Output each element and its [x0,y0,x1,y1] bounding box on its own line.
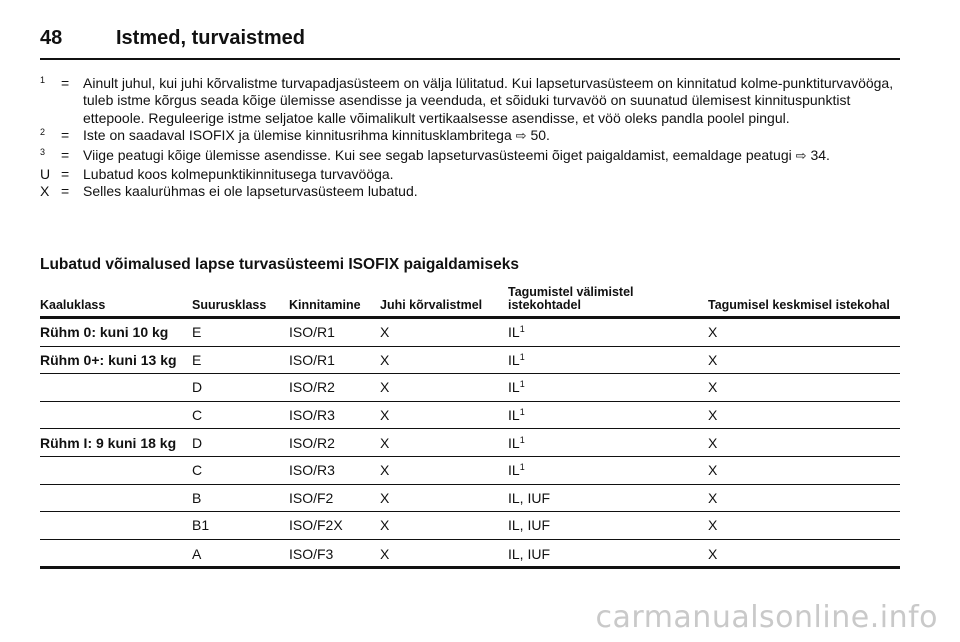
cell-size-class: A [192,545,202,562]
footnote-equals: = [61,127,70,144]
page-reference-arrow-icon: ⇨ [795,147,807,163]
header-weight-class: Kaaluklass [40,298,106,312]
page-reference-link[interactable]: 34. [810,146,830,163]
page-title: Istmed, turvaistmed [116,26,305,49]
cell-rear-outer: $IL^1$ [508,462,525,479]
isofix-table [40,278,900,569]
footnote-mark: 1 [40,75,46,85]
table-row [40,512,900,540]
table-row [40,485,900,513]
cell-rear-center: X [708,489,718,506]
cell-rear-center: X [708,351,718,368]
cell-size-class: C [192,407,203,424]
page-reference-arrow-icon: ⇨ [515,128,527,144]
cell-fixture: ISO/R2 [289,379,335,396]
footnote-equals: = [61,166,70,183]
cell-fixture: ISO/F2 [289,489,334,506]
footnote-item [40,166,910,183]
cell-rear-outer: IL, IUF [508,517,551,534]
table-row [40,319,900,347]
footnote-equals: = [61,75,70,91]
watermark: carmanualsonline.info [595,600,938,635]
table-bottom-rule [40,566,900,569]
footnote-text: Iste on saadaval ISOFIX ja ülemise kinnitusrihma kinnitusklambritega ⇨ 50. [83,127,550,144]
cell-size-class: E [192,351,202,368]
footnote-item [40,75,910,127]
section-title: Lubatud võimalused lapse turvasüsteemi ISOFIX paigaldamiseks [40,256,519,273]
cell-front-passenger: X [380,407,390,424]
footnote-equals: = [61,146,70,163]
cell-rear-outer: $IL^1$ [508,351,525,368]
footnote-item [40,127,910,146]
cell-fixture: ISO/R2 [289,434,335,451]
cell-rear-outer: IL, IUF [508,545,551,562]
cell-rear-center: X [708,545,718,562]
cell-fixture: ISO/R1 [289,324,335,341]
cell-size-class: D [192,379,203,396]
cell-front-passenger: X [380,351,390,368]
page-reference-link[interactable]: 50. [530,127,550,144]
cell-front-passenger: X [380,517,390,534]
header-front-passenger: Juhi kõrvalistmel [380,298,483,312]
cell-rear-center: X [708,379,718,396]
header-size-class: Suurusklass [192,298,267,312]
table-row [40,374,900,402]
footnote-superscript: 1 [519,434,525,445]
cell-rear-outer: $IL^1$ [508,434,525,451]
cell-size-class: E [192,324,202,341]
cell-weight-class: Rühm I: 9 kuni 18 kg [40,434,177,451]
footnote-text: Lubatud koos kolmepunktikinnitusega turvavööga. [83,166,394,183]
cell-fixture: ISO/R1 [289,351,335,368]
cell-rear-center: X [708,517,718,534]
footnote-mark: 3 [40,146,46,157]
table-row [40,429,900,457]
cell-rear-outer: $IL^1$ [508,379,525,396]
header-rear-outer: Tagumistel välimistel istekohtadel [508,285,634,312]
page-number: 48 [40,26,63,49]
cell-fixture: ISO/R3 [289,407,335,424]
page-header [40,18,900,58]
cell-front-passenger: X [380,462,390,479]
cell-rear-center: X [708,462,718,479]
footnote-equals: = [61,183,70,200]
footnote-item [40,147,910,166]
table-row [40,402,900,430]
footnote-superscript: 1 [519,407,525,418]
header-fixture: Kinnitamine [289,298,361,312]
table-row [40,540,900,568]
footnote-text: Ainult juhul, kui juhi kõrvalistme turvapadjasüsteem on välja lülitatud. Kui lapseturvasüsteem on kinnitatud kolme-punktiturvavööga, tuleb istme kõrgus seada kõige ülemisse asendisse ja veenduda, et sõiduki turvavöö on suunatud ülemisest kinnituspunktist ettepoole. Reguleerige istme seljatoe kalle võimalikult vertikaalsesse asendisse, et vöö oleks pandla poolel pingul. [83,75,894,126]
cell-rear-outer: $IL^1$ [508,407,525,424]
cell-front-passenger: X [380,545,390,562]
cell-rear-center: X [708,434,718,451]
header-rear-center: Tagumisel keskmisel istekohal [708,298,890,312]
cell-weight-class: Rühm 0: kuni 10 kg [40,324,169,341]
cell-fixture: ISO/F2X [289,517,343,534]
cell-size-class: C [192,462,203,479]
cell-front-passenger: X [380,324,390,341]
footnote-superscript: 1 [519,324,525,335]
cell-front-passenger: X [380,379,390,396]
cell-weight-class: Rühm 0+: kuni 13 kg [40,351,177,368]
footnote-text: Viige peatugi kõige ülemisse asendisse. Kui see segab lapseturvasüsteemi õiget paigaldamist, eemaldage peatugi ⇨ 34. [83,146,830,163]
cell-size-class: D [192,434,203,451]
cell-rear-center: X [708,407,718,424]
cell-size-class: B1 [192,517,210,534]
cell-fixture: ISO/F3 [289,545,334,562]
footnote-superscript: 1 [519,351,525,362]
footnote-superscript: 1 [519,379,525,390]
table-row [40,347,900,375]
cell-front-passenger: X [380,489,390,506]
footnote-superscript: 1 [519,462,525,473]
table-header [40,278,900,316]
footnote-mark: 2 [40,127,46,138]
cell-rear-outer: IL, IUF [508,489,551,506]
footnotes-list [40,75,910,201]
table-body [40,319,900,567]
table-row [40,457,900,485]
footnote-mark: U [40,166,51,183]
cell-rear-outer: $IL^1$ [508,324,525,341]
cell-rear-center: X [708,324,718,341]
cell-fixture: ISO/R3 [289,462,335,479]
cell-front-passenger: X [380,434,390,451]
footnote-mark: X [40,183,50,200]
cell-size-class: B [192,489,202,506]
footnote-item [40,183,910,200]
footnote-text: Selles kaalurühmas ei ole lapseturvasüsteem lubatud. [83,183,418,200]
header-divider [40,58,900,60]
